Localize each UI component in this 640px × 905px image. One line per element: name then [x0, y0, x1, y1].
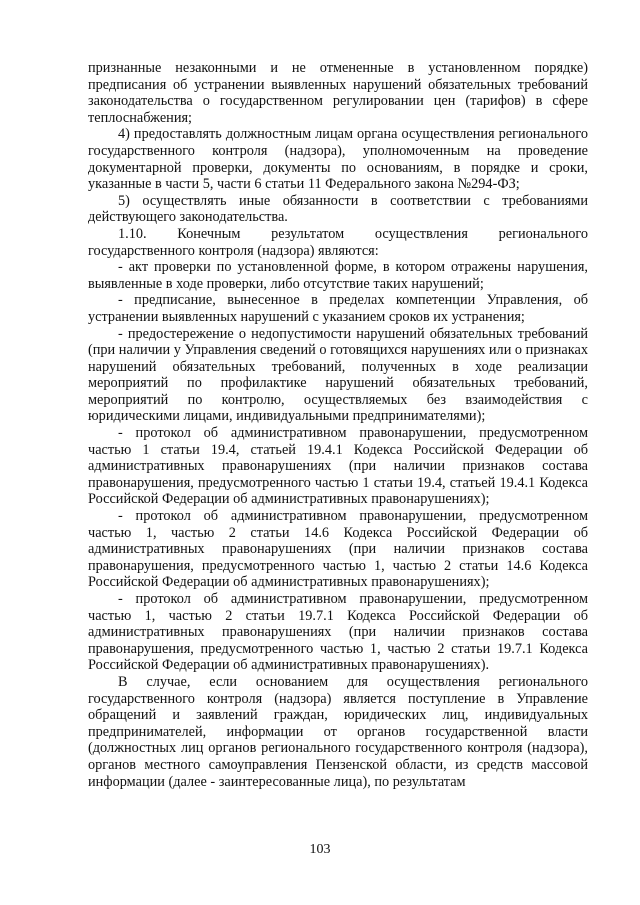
page-number: 103 [309, 842, 331, 857]
list-item-order: - предписание, вынесенное в пределах компетенции Управления, об устранении выявленных нарушений с указанием сроков их устранения; [88, 292, 588, 325]
list-item-warning: - предостережение о недопустимости нарушений обязательных требований (при наличии у Управления сведений о готовящихся нарушениях или о признаках нарушений обязательных требований, полученных в ходе реализации мероприятий по профилактике нарушений обязательных требований, мероприятий по контролю, осуществляемых без взаимодействия с юридическими лицами, индивидуальными предпринимателями); [88, 325, 588, 425]
paragraph-item-4: 4) предоставлять должностным лицам органа осуществления регионального государственного контроля (надзора), уполномоченным на проведение документарной проверки, документы по основаниям, в порядке и сроки, указанные в части 5, части 6 статьи 11 Федерального закона №294-ФЗ; [88, 126, 588, 193]
list-item-protocol-14-6: - протокол об административном правонарушении, предусмотренном частью 1, частью 2 статьи 14.6 Кодекса Российской Федерации об административных правонарушениях (при наличии признаков состава правонарушения, предусмотренного частью 1, частью 2 статьи 14.6 Кодекса Российской Федерации об административных правонарушениях); [88, 508, 588, 591]
paragraph-continuation: признанные незаконными и не отмененные в установленном порядке) предписания об устранении выявленных нарушений обязательных требований законодательства о государственном регулировании цен (тарифов) в сфере теплоснабжения; [88, 60, 588, 126]
list-item-inspection-act: - акт проверки по установленной форме, в котором отражены нарушения, выявленные в ходе проверки, либо отсутствие таких нарушений; [88, 259, 588, 292]
paragraph-item-5: 5) осуществлять иные обязанности в соответствии с требованиями действующего законодательства. [88, 192, 588, 226]
document-body [88, 60, 588, 790]
list-item-protocol-19-7-1: - протокол об административном правонарушении, предусмотренном частью 1, частью 2 статьи 19.7.1 Кодекса Российской Федерации об административных правонарушениях (при наличии признаков состава правонарушения, предусмотренного частью 1, частью 2 статьи 19.7.1 Кодекса Российской Федерации об административных правонарушениях). [88, 591, 588, 674]
paragraph-section-1-10: 1.10. Конечным результатом осуществления регионального государственного контроля (надзора) являются: [88, 225, 588, 259]
list-item-protocol-19-4: - протокол об административном правонарушении, предусмотренном частью 1 статьи 19.4, статьей 19.4.1 Кодекса Российской Федерации об административных правонарушениях (при наличии признаков состава правонарушения, предусмотренного частью 1 статьи 19.4, статьей 19.4.1 Кодекса Российской Федерации об административных правонарушениях); [88, 425, 588, 508]
paragraph-complaints: В случае, если основанием для осуществления регионального государственного контроля (надзора) является поступление в Управление обращений и заявлений граждан, юридических лиц, индивидуальных предпринимателей, информации от органов государственной власти (должностных лиц органов регионального государственного контроля (надзора), органов местного самоуправления Пензенской области, из средств массовой информации (далее - заинтересованные лица), по результатам [88, 673, 588, 790]
